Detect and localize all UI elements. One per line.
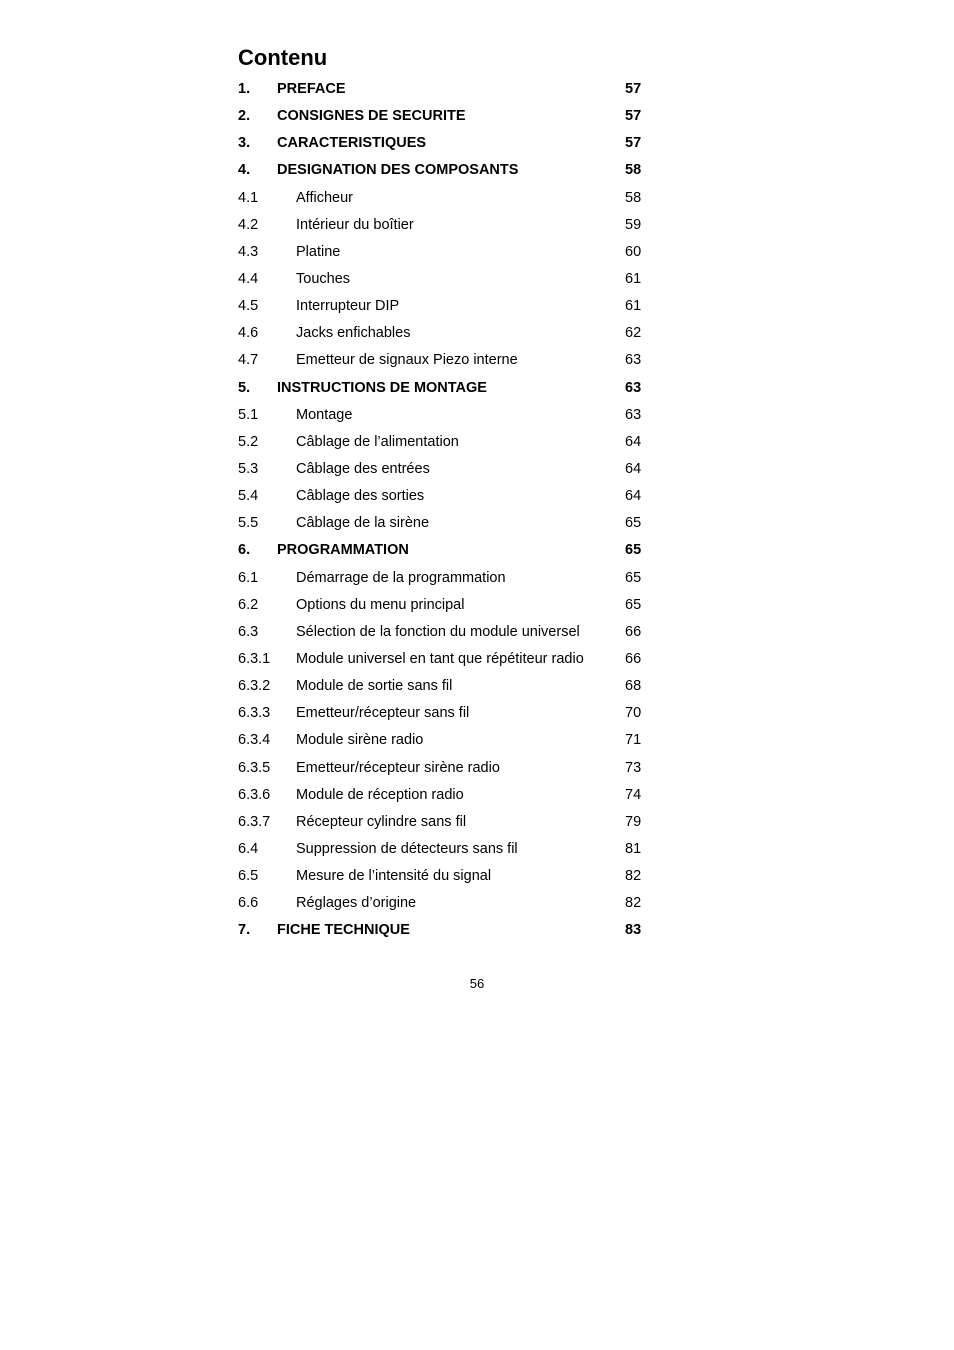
toc-entry-label: CONSIGNES DE SECURITE xyxy=(277,108,466,125)
toc-entry-number: 6.3.7 xyxy=(238,813,271,830)
toc-subsection-entry[interactable] xyxy=(238,727,648,754)
toc-entry-page: 65 xyxy=(625,515,642,532)
toc-subsection-entry[interactable] xyxy=(238,266,648,293)
toc-entry-number: 6.2 xyxy=(238,596,259,613)
toc-subsection-entry[interactable] xyxy=(238,863,648,890)
toc-entry-page: 71 xyxy=(625,732,642,749)
toc-entry-number: 5.3 xyxy=(238,460,259,477)
toc-entry-number: 6.1 xyxy=(238,569,259,586)
toc-entry-number: 4. xyxy=(238,162,251,179)
toc-entry-page: 61 xyxy=(625,298,642,315)
toc-entry-page: 60 xyxy=(625,243,642,260)
toc-entry-number: 6.3 xyxy=(238,623,259,640)
toc-entry-number: 6.3.4 xyxy=(238,732,271,749)
toc-entry-page: 58 xyxy=(625,162,642,179)
toc-entry-page: 58 xyxy=(625,189,642,206)
toc-entry-label: Options du menu principal xyxy=(296,596,465,613)
toc-entry-number: 4.6 xyxy=(238,325,259,342)
toc-entry-page: 64 xyxy=(625,460,642,477)
toc-subsection-entry[interactable] xyxy=(238,836,648,863)
toc-entry-number: 5.4 xyxy=(238,488,259,505)
toc-entry-number: 6.5 xyxy=(238,868,259,885)
toc-entry-number: 4.3 xyxy=(238,243,259,260)
toc-subsection-entry[interactable] xyxy=(238,212,648,239)
toc-entry-page: 70 xyxy=(625,705,642,722)
toc-entry-label: Réglages d’origine xyxy=(296,895,417,912)
toc-entry-page: 63 xyxy=(625,379,642,396)
toc-subsection-entry[interactable] xyxy=(238,185,648,212)
toc-subsection-entry[interactable] xyxy=(238,456,648,483)
toc-entry-number: 6.3.6 xyxy=(238,786,271,803)
toc-subsection-entry[interactable] xyxy=(238,510,648,537)
toc-subsection-entry[interactable] xyxy=(238,429,648,456)
toc-entry-label: Récepteur cylindre sans fil xyxy=(296,813,467,830)
toc-subsection-entry[interactable] xyxy=(238,347,648,374)
toc-entry-number: 2. xyxy=(238,108,251,125)
toc-entry-label: Câblage de la sirène xyxy=(296,515,430,532)
toc-subsection-entry[interactable] xyxy=(238,755,648,782)
toc-entry-label: Câblage des entrées xyxy=(296,460,430,477)
toc-entry-label: PROGRAMMATION xyxy=(277,542,409,559)
table-of-contents xyxy=(238,76,648,945)
page-title: Contenu xyxy=(238,45,328,70)
toc-entry-label: Mesure de l’intensité du signal xyxy=(296,868,492,885)
toc-section-entry[interactable] xyxy=(238,130,648,157)
toc-entry-label: Sélection de la fonction du module universel xyxy=(296,623,580,640)
toc-section-entry[interactable] xyxy=(238,537,648,564)
toc-entry-page: 64 xyxy=(625,433,642,450)
toc-entry-page: 57 xyxy=(625,81,642,97)
toc-subsection-entry[interactable] xyxy=(238,619,648,646)
toc-entry-label: Câblage de l’alimentation xyxy=(296,433,459,450)
toc-entry-page: 63 xyxy=(625,406,642,423)
toc-entry-number: 6.3.2 xyxy=(238,678,271,695)
toc-entry-page: 65 xyxy=(625,569,642,586)
toc-entry-label: Module de sortie sans fil xyxy=(296,678,453,695)
toc-subsection-entry[interactable] xyxy=(238,809,648,836)
toc-entry-page: 81 xyxy=(625,840,642,857)
toc-entry-label: Emetteur/récepteur sirène radio xyxy=(296,759,500,776)
toc-entry-number: 6.3.3 xyxy=(238,705,271,722)
toc-entry-page: 61 xyxy=(625,270,642,287)
toc-entry-number: 4.1 xyxy=(238,189,259,206)
toc-entry-page: 62 xyxy=(625,325,642,342)
toc-entry-number: 5.5 xyxy=(238,515,259,532)
toc-entry-page: 66 xyxy=(625,650,642,667)
toc-section-entry[interactable] xyxy=(238,103,648,130)
toc-entry-page: 66 xyxy=(625,623,642,640)
toc-subsection-entry[interactable] xyxy=(238,565,648,592)
toc-section-entry[interactable] xyxy=(238,375,648,402)
toc-entry-page: 57 xyxy=(625,108,642,125)
toc-entry-page: 63 xyxy=(625,352,642,369)
toc-entry-label: CARACTERISTIQUES xyxy=(277,135,427,152)
toc-subsection-entry[interactable] xyxy=(238,293,648,320)
toc-entry-label: Câblage des sorties xyxy=(296,488,425,505)
toc-entry-label: Interrupteur DIP xyxy=(296,298,400,315)
toc-entry-number: 6. xyxy=(238,542,251,559)
toc-subsection-entry[interactable] xyxy=(238,320,648,347)
toc-entry-page: 83 xyxy=(625,922,642,939)
toc-entry-label: FICHE TECHNIQUE xyxy=(277,922,410,939)
toc-entry-number: 5. xyxy=(238,379,251,396)
toc-entry-number: 6.6 xyxy=(238,895,259,912)
toc-entry-number: 7. xyxy=(238,922,251,939)
toc-entry-label: Suppression de détecteurs sans fil xyxy=(296,840,518,857)
toc-entry-number: 4.4 xyxy=(238,270,259,287)
toc-section-entry[interactable] xyxy=(238,76,648,103)
toc-entry-label: Intérieur du boîtier xyxy=(296,216,414,233)
toc-entry-number: 4.2 xyxy=(238,216,259,233)
toc-entry-page: 64 xyxy=(625,488,642,505)
toc-entry-number: 1. xyxy=(238,81,251,97)
toc-entry-page: 79 xyxy=(625,813,642,830)
toc-entry-number: 4.7 xyxy=(238,352,259,369)
toc-subsection-entry[interactable] xyxy=(238,402,648,429)
toc-entry-label: PREFACE xyxy=(277,81,346,97)
toc-entry-label: Jacks enfichables xyxy=(296,325,411,342)
toc-entry-label: Montage xyxy=(296,406,353,423)
toc-entry-page: 74 xyxy=(625,786,642,803)
toc-entry-number: 4.5 xyxy=(238,298,259,315)
toc-section-entry[interactable] xyxy=(238,917,648,944)
toc-subsection-entry[interactable] xyxy=(238,890,648,917)
toc-subsection-entry[interactable] xyxy=(238,483,648,510)
toc-subsection-entry[interactable] xyxy=(238,700,648,727)
toc-entry-label: Module de réception radio xyxy=(296,786,464,803)
toc-entry-label: Afficheur xyxy=(296,189,353,206)
toc-subsection-entry[interactable] xyxy=(238,239,648,266)
toc-entry-page: 68 xyxy=(625,678,642,695)
toc-section-entry[interactable] xyxy=(238,157,648,184)
toc-entry-label: DESIGNATION DES COMPOSANTS xyxy=(277,162,519,179)
toc-subsection-entry[interactable] xyxy=(238,646,648,673)
toc-subsection-entry[interactable] xyxy=(238,673,648,700)
toc-entry-label: Démarrage de la programmation xyxy=(296,569,506,586)
toc-entry-label: Platine xyxy=(296,243,341,260)
toc-entry-label: INSTRUCTIONS DE MONTAGE xyxy=(277,379,487,396)
toc-entry-number: 5.2 xyxy=(238,433,259,450)
page-number: 56 xyxy=(469,976,485,991)
toc-subsection-entry[interactable] xyxy=(238,592,648,619)
toc-entry-page: 65 xyxy=(625,542,642,559)
toc-entry-page: 65 xyxy=(625,596,642,613)
toc-entry-number: 6.3.5 xyxy=(238,759,271,776)
toc-entry-number: 3. xyxy=(238,135,251,152)
toc-entry-page: 82 xyxy=(625,895,642,912)
toc-entry-page: 57 xyxy=(625,135,642,152)
toc-entry-label: Emetteur de signaux Piezo interne xyxy=(296,352,518,369)
toc-entry-number: 6.3.1 xyxy=(238,650,271,667)
toc-entry-page: 59 xyxy=(625,216,642,233)
toc-entry-page: 73 xyxy=(625,759,642,776)
toc-entry-label: Touches xyxy=(296,270,351,287)
toc-entry-number: 6.4 xyxy=(238,840,259,857)
toc-entry-number: 5.1 xyxy=(238,406,259,423)
toc-entry-label: Module universel en tant que répétiteur radio xyxy=(296,650,584,667)
toc-entry-label: Module sirène radio xyxy=(296,732,424,749)
toc-subsection-entry[interactable] xyxy=(238,782,648,809)
toc-entry-label: Emetteur/récepteur sans fil xyxy=(296,705,470,722)
toc-entry-page: 82 xyxy=(625,868,642,885)
